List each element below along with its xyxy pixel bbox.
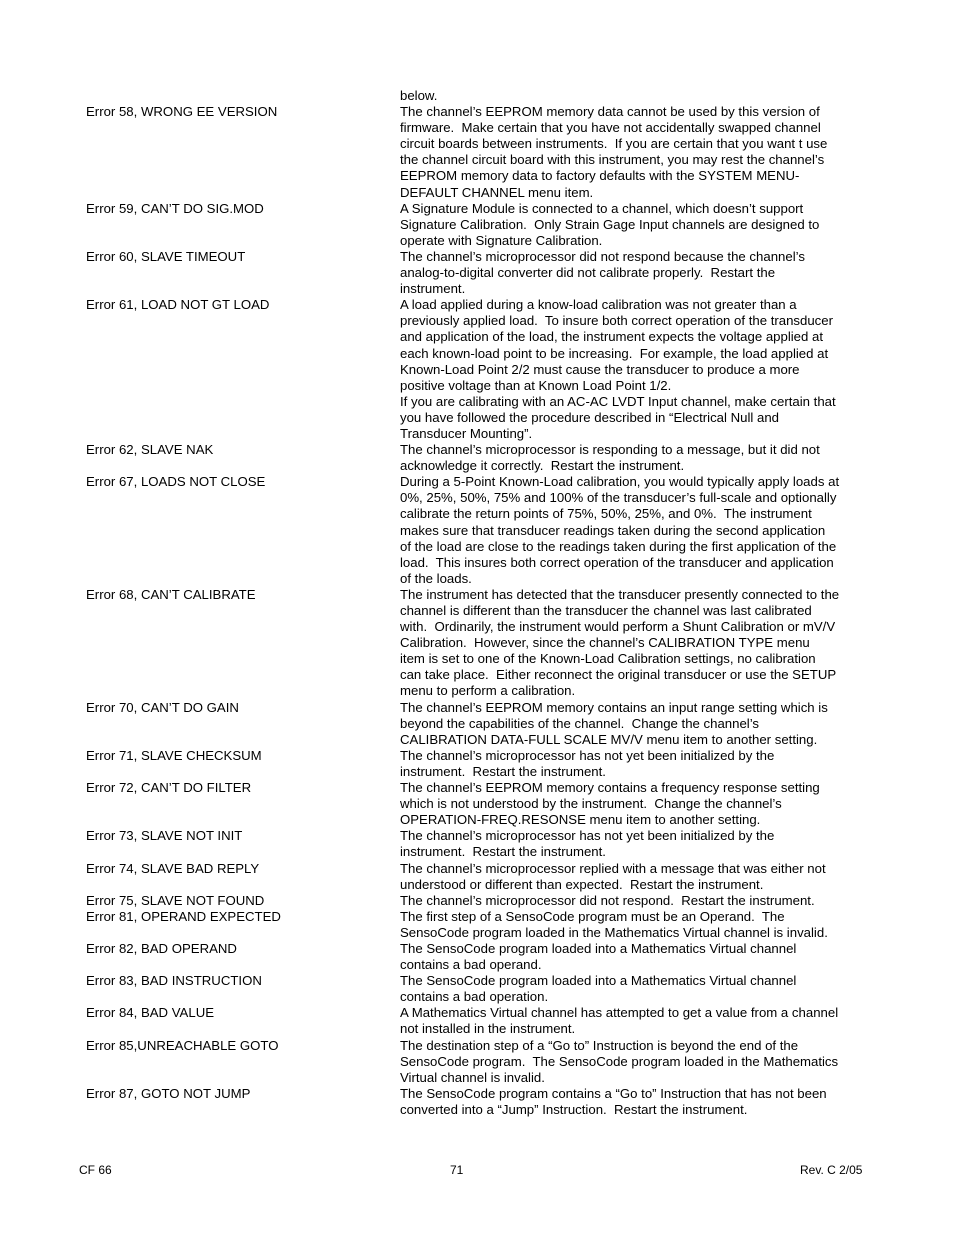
error-description [400, 780, 870, 828]
error-description-paragraph: A load applied during a know-load calibration was not greater than a previously applied load. To insure both correct operation of the transducer and application of the load, the instrument expects the voltage applied at each known-load point to be increasing. For example, the load applied at Known-Load Point 2/2 must cause the transducer to produce a more positive voltage than at Known Load Point 1/2. [400, 297, 834, 393]
error-description-paragraph: The channel’s microprocessor did not respond because the channel’s analog-to-digital converter did not calibrate properly. Restart the instrument. [400, 248, 805, 297]
error-row [86, 249, 876, 297]
error-row [86, 861, 876, 893]
error-code: Error 83, BAD INSTRUCTION [86, 973, 262, 989]
error-code: Error 72, CAN’T DO FILTER [86, 780, 252, 796]
error-description [400, 893, 870, 909]
error-description [400, 700, 870, 748]
error-row [86, 104, 876, 201]
error-code: Error 82, BAD OPERAND [86, 940, 237, 956]
error-description-paragraph: The SensoCode program loaded into a Mathematics Virtual channel contains a bad operation. [400, 973, 797, 1005]
error-code: Error 74, SLAVE BAD REPLY [86, 860, 260, 876]
error-row [86, 1038, 876, 1086]
error-list [86, 88, 876, 1118]
error-description-paragraph: The SensoCode program contains a “Go to” Instruction that has not been converted into a “Jump” Instruction. Restart the instrument. [400, 1085, 827, 1117]
error-description-paragraph: The first step of a SensoCode program must be an Operand. The SensoCode program loaded in the Mathematics Virtual channel is invalid. [400, 908, 828, 940]
error-description-paragraph: During a 5-Point Known-Load calibration, you would typically apply loads at 0%, 25%, 50%, 75% and 100% of the transducer’s full-scale and optionally calibrate the return points of 75%, 50%, 25%, and 0%. The instrument makes sure that transducer readings taken during the second application of the load are close to the readings taken during the first application of the load. This insures both correct operation of the transducer and application of the loads. [400, 474, 840, 586]
error-row [86, 1005, 876, 1037]
error-code: Error 70, CAN’T DO GAIN [86, 699, 239, 715]
error-description-paragraph: A Signature Module is connected to a channel, which doesn’t support Signature Calibration. Only Strain Gage Input channels are designed to operate with Signature Calibration. [400, 200, 820, 248]
error-description [400, 587, 870, 700]
error-row [86, 474, 876, 587]
error-code: Error 81, OPERAND EXPECTED [86, 908, 281, 924]
error-description [400, 748, 870, 780]
footer-document-id: CF 66 [79, 1163, 112, 1177]
error-code: Error 60, SLAVE TIMEOUT [86, 248, 246, 264]
error-description [400, 941, 870, 973]
error-row [86, 828, 876, 860]
error-code: Error 58, WRONG EE VERSION [86, 104, 278, 120]
error-description-paragraph: The channel’s EEPROM memory data cannot be used by this version of firmware. Make certain that you have not accidentally swapped channel circuit boards between instruments. If you are certain that you want t use the channel circuit board with this instrument, you may rest the channel’s EEPROM memory data to factory defaults with the SYSTEM MENU- DEFAULT CHANNEL menu item. [400, 104, 828, 200]
error-code: Error 61, LOAD NOT GT LOAD [86, 297, 270, 313]
error-description [400, 909, 870, 941]
error-row [86, 587, 876, 700]
error-description [400, 201, 870, 249]
error-row [86, 442, 876, 474]
error-code: Error 73, SLAVE NOT INIT [86, 828, 243, 844]
error-code: Error 75, SLAVE NOT FOUND [86, 892, 265, 908]
error-code: Error 62, SLAVE NAK [86, 442, 214, 458]
error-description [400, 973, 870, 1005]
error-description-paragraph: The channel’s microprocessor has not yet been initialized by the instrument. Restart the instrument. [400, 747, 775, 779]
error-row [86, 780, 876, 828]
footer-page-number: 71 [450, 1163, 464, 1177]
error-row [86, 909, 876, 941]
error-row [86, 973, 876, 1005]
error-description [400, 474, 870, 587]
error-code: Error 71, SLAVE CHECKSUM [86, 747, 262, 763]
footer-revision: Rev. C 2/05 [800, 1163, 863, 1177]
error-description [400, 1005, 870, 1037]
error-description [400, 442, 870, 474]
error-description [400, 828, 870, 860]
error-description-paragraph: The SensoCode program loaded into a Mathematics Virtual channel contains a bad operand. [400, 940, 797, 973]
error-description-paragraph: The channel’s microprocessor replied with a message that was either not understood or different than expected. Restart the instrument. [400, 860, 826, 892]
error-code: Error 67, LOADS NOT CLOSE [86, 474, 266, 490]
error-code: Error 68, CAN’T CALIBRATE [86, 586, 256, 602]
error-code: Error 84, BAD VALUE [86, 1005, 215, 1021]
continued-text: below. [400, 88, 438, 103]
error-description-paragraph: The channel’s EEPROM memory contains a frequency response setting which is not understood by the instrument. Change the channel’s OPERATION-FREQ.RESONSE menu item to another setting. [400, 780, 820, 828]
error-row [86, 941, 876, 973]
error-description-paragraph: The channel’s microprocessor is responding to a message, but it did not acknowledge it correctly. Restart the instrument. [400, 442, 820, 474]
error-description-paragraph: The destination step of a “Go to” Instruction is beyond the end of the SensoCode program. The SensoCode program loaded in the Mathematics Virtual channel is invalid. [400, 1037, 839, 1085]
error-description [400, 861, 870, 893]
error-row [86, 1086, 876, 1118]
error-table [86, 104, 876, 1118]
error-code: Error 59, CAN’T DO SIG.MOD [86, 200, 264, 216]
error-description-paragraph: If you are calibrating with an AC-AC LVDT Input channel, make certain that you have followed the procedure described in “Electrical Null and Transducer Mounting”. [400, 393, 836, 441]
error-code: Error 87, GOTO NOT JUMP [86, 1085, 251, 1101]
error-row [86, 700, 876, 748]
error-description-paragraph: The instrument has detected that the transducer presently connected to the channel is different than the transducer the channel was last calibrated with. Ordinarily, the instrument would perform a Shunt Calibration or mV/V Calibration. However, since the channel’s CALIBRATION TYPE menu item is set to one of the Known-Load Calibration settings, no calibration can take place. Either reconnect the original transducer or use the SETUP menu to perform a calibration. [400, 586, 840, 699]
error-description-paragraph: The channel’s microprocessor did not respond. Restart the instrument. [400, 892, 815, 908]
error-description [400, 104, 870, 201]
error-description [400, 1086, 870, 1118]
error-description-paragraph: The channel’s EEPROM memory contains an input range setting which is beyond the capabilities of the channel. Change the channel’s CALIBRATION DATA-FULL SCALE MV/V menu item to another setting. [400, 699, 828, 747]
error-row [86, 201, 876, 249]
error-description [400, 249, 870, 297]
error-description-paragraph: A Mathematics Virtual channel has attempted to get a value from a channel not installed in the instrument. [400, 1005, 839, 1037]
error-code: Error 85,UNREACHABLE GOTO [86, 1037, 279, 1053]
error-description [400, 297, 870, 442]
error-row [86, 748, 876, 780]
error-row [86, 297, 876, 442]
error-description-paragraph: The channel’s microprocessor has not yet been initialized by the instrument. Restart the instrument. [400, 828, 775, 860]
error-row [86, 893, 876, 909]
error-description [400, 1038, 870, 1086]
